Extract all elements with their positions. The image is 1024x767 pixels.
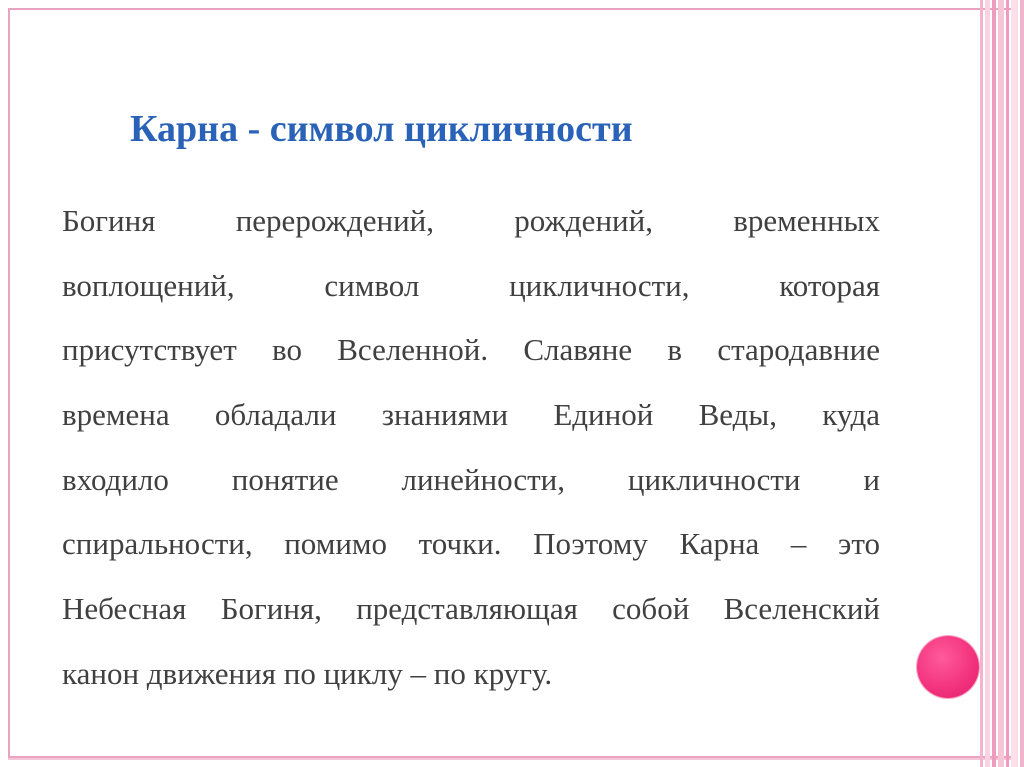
- stripe-5: [1006, 0, 1009, 767]
- stripe-3: [992, 0, 996, 767]
- stripe-6: [1011, 0, 1018, 767]
- slide-title: Карна - символ цикличности: [130, 108, 633, 150]
- slide-frame-shadow: [8, 758, 1011, 760]
- body-line: Небесная Богиня, представляющая собой Вселенский: [62, 591, 880, 627]
- body-line: времена обладали знаниями Единой Веды, куда: [62, 397, 880, 433]
- pink-circle-ornament: [917, 636, 979, 698]
- body-line: Богиня перерождений, рождений, временных: [62, 203, 880, 238]
- body-line: присутствует во Вселенной. Славяне в стародавние: [62, 332, 880, 368]
- stripe-7: [1020, 0, 1024, 767]
- decorative-stripes: [980, 0, 1024, 767]
- body-line: спиральности, помимо точки. Поэтому Карна – это: [62, 526, 880, 562]
- body-line: канон движения по циклу – по кругу.: [62, 655, 553, 691]
- stripe-4: [998, 0, 1004, 767]
- slide-body-text: [62, 189, 880, 707]
- body-line: входило понятие линейности, цикличности и: [62, 461, 880, 497]
- body-line: воплощений, символ цикличности, которая: [62, 267, 880, 303]
- stripe-1: [980, 0, 983, 767]
- stripe-2: [985, 0, 990, 767]
